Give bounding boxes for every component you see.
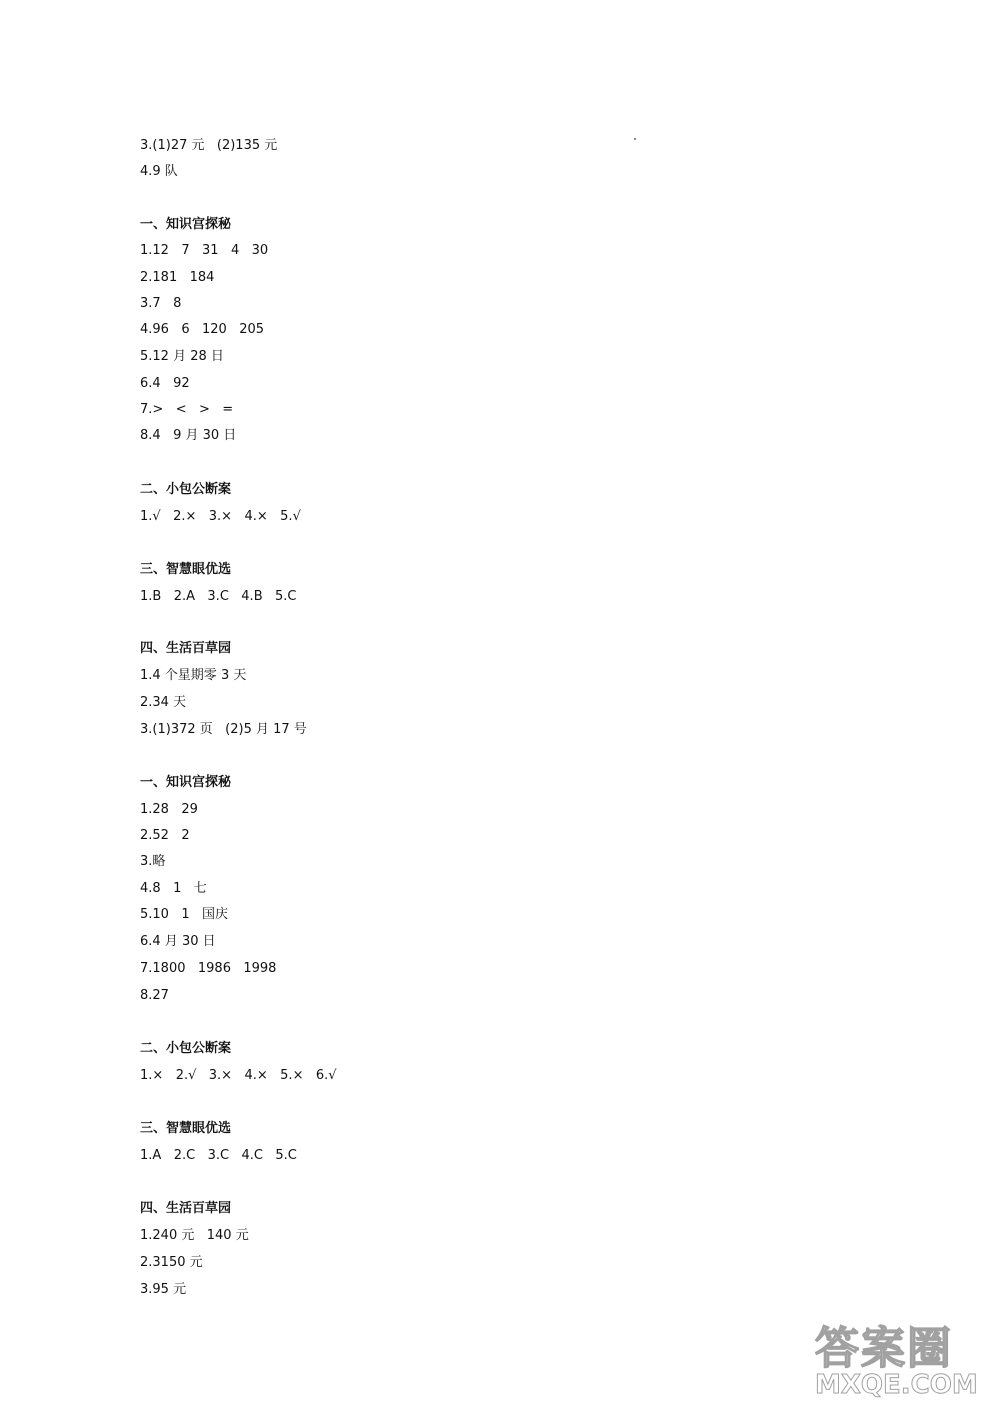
answer-line: 3.略 (140, 854, 166, 869)
answer-line: 8.27 (140, 988, 169, 1003)
answer-line: 3.(1)27 元 (2)135 元 (140, 138, 278, 153)
answer-line: 6.4 92 (140, 376, 190, 391)
answer-line: 7.> < > = (140, 402, 234, 417)
answer-line: 8.4 9 月 30 日 (140, 428, 237, 443)
answer-line: 1.√ 2.× 3.× 4.× 5.√ (140, 509, 301, 524)
answer-line: 7.1800 1986 1998 (140, 961, 277, 976)
answer-line: 3.95 元 (140, 1282, 187, 1297)
section-heading: 二、小包公断案 (140, 1041, 232, 1056)
answer-line: 4.8 1 七 (140, 881, 207, 896)
watermark-brand: 答案圈 (815, 1323, 953, 1374)
answer-line: 3.7 8 (140, 296, 182, 311)
answer-line: 4.9 队 (140, 164, 178, 179)
answer-line: 1.12 7 31 4 30 (140, 243, 269, 258)
answer-line: 1.240 元 140 元 (140, 1228, 249, 1243)
answer-line: 1.B 2.A 3.C 4.B 5.C (140, 589, 297, 604)
watermark-url: MXQE.COM (815, 1370, 978, 1400)
watermark-logo (815, 1312, 985, 1407)
section-heading: 一、知识宫探秘 (140, 775, 232, 790)
answer-line: 6.4 月 30 日 (140, 934, 216, 949)
section-heading: 三、智慧眼优选 (140, 1121, 232, 1136)
answer-line: 2.181 184 (140, 270, 215, 285)
answer-line: 5.10 1 国庆 (140, 907, 229, 922)
section-heading: 四、生活百草园 (140, 1201, 232, 1216)
answer-line: 5.12 月 28 日 (140, 349, 224, 364)
answer-line: 1.A 2.C 3.C 4.C 5.C (140, 1148, 297, 1163)
answer-line: 2.3150 元 (140, 1255, 203, 1270)
answer-line: 1.4 个星期零 3 天 (140, 668, 247, 683)
section-heading: 二、小包公断案 (140, 482, 232, 497)
answer-line: 3.(1)372 页 (2)5 月 17 号 (140, 722, 307, 737)
answer-line: 1.× 2.√ 3.× 4.× 5.× 6.√ (140, 1068, 337, 1083)
section-heading: 四、生活百草园 (140, 641, 232, 656)
answer-line: 2.52 2 (140, 828, 190, 843)
answer-line: 2.34 天 (140, 695, 187, 710)
scan-speck (634, 138, 636, 140)
answer-line: 4.96 6 120 205 (140, 322, 265, 337)
section-heading: 一、知识宫探秘 (140, 217, 232, 232)
answer-line: 1.28 29 (140, 802, 198, 817)
section-heading: 三、智慧眼优选 (140, 562, 232, 577)
